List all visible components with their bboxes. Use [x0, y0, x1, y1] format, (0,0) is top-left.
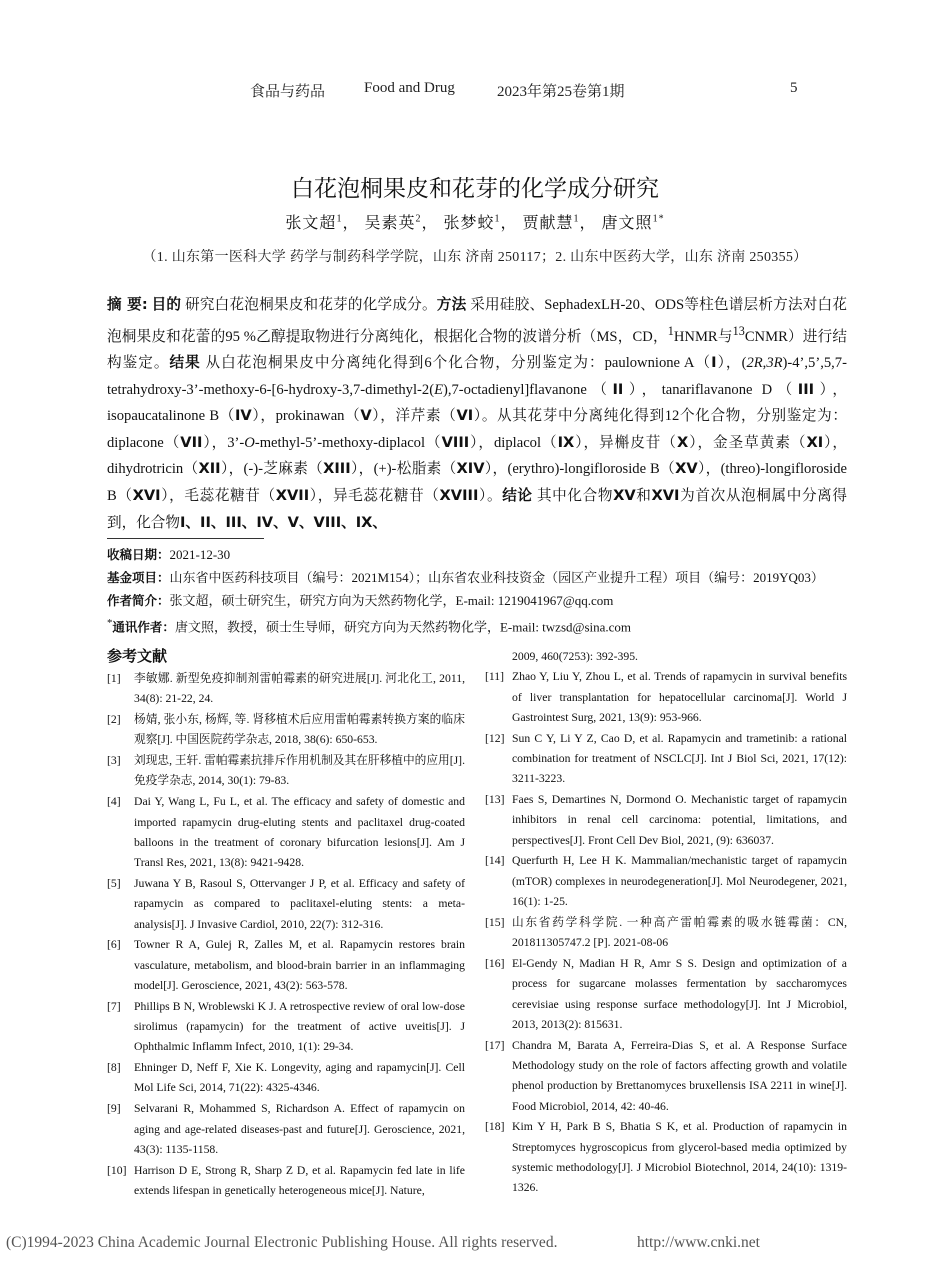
journal-name-cn: 食品与药品 [250, 84, 326, 100]
reference-text: El-Gendy N, Madian H R, Amr S S. Design and optimization of a process for sugarcane molasses fermentation by saccharomyces cerevisiae using response surface methodology[J]. Int J Microbiol, 2013, 2013(2): 815631. [512, 956, 847, 1031]
result-text: , [762, 355, 767, 372]
reference-text: Kim Y H, Park B S, Bhatia S K, et al. Production of rapamycin in Streptomyces hygroscopicus from glycerol-based media optimized by systemic methodology[J]. J Microbiol Biotechnol, 2014, 24(10): 1319-1326. [512, 1120, 847, 1195]
affiliation-mark: 1* [652, 213, 665, 225]
references-heading: 参考文献 [107, 647, 168, 665]
compound-number: XVI [651, 487, 680, 505]
compound-number: XIII [323, 460, 351, 478]
compound-number: II [612, 380, 624, 398]
conclusion-text: 其中化合物 [536, 488, 614, 505]
objective-text: 研究白花泡桐果皮和花芽的化学成分。 [185, 297, 437, 313]
result-text: ），tanariflavanone D（ [623, 381, 798, 398]
reference-text: Ehninger D, Neff F, Xie K. Longevity, aging and rapamycin[J]. Cell Mol Life Sci, 2014, 71(22): 4325-4346. [134, 1061, 465, 1095]
reference-text: Towner R A, Gulej R, Zalles M, et al. Rapamycin restores brain vasculature, metabolism, and blood-brain barrier in an inflammaging model[J]. Geroscience, 2021, 43(2): 563-578. [134, 938, 465, 992]
reference-text: 李敏娜. 新型免疫抑制剂雷帕霉素的研究进展[J]. 河北化工, 2011, 34(8): 21-22, 24. [134, 672, 465, 706]
affiliation-mark: 1 [494, 213, 501, 225]
reference-number: [3] [107, 754, 121, 768]
footnote-text: 唐文照，教授，硕士生导师，研究方向为天然药物化学，E-mail: twzsd@sina.com [174, 619, 632, 635]
references-left-column [107, 669, 465, 1201]
reference-item [107, 1058, 465, 1099]
reference-item [107, 1161, 465, 1202]
superscript: 13 [732, 323, 745, 338]
footnote-author-bio [107, 590, 867, 613]
reference-number: [5] [107, 876, 121, 890]
author-name: 张文超 [285, 215, 337, 232]
result-text: ），毛蕊花糖苷（ [160, 488, 276, 505]
reference-item [107, 792, 465, 873]
reference-text: Phillips B N, Wroblewski K J. A retrospective review of oral low-dose sirolimus (rapamycin) for the treatment of active uveitis[J]. J Ophthalmic Inflamm Infect, 2010, 1(1): 29-34. [134, 999, 465, 1054]
reference-item [485, 667, 847, 728]
reference-item [107, 710, 465, 751]
compound-number: III [797, 380, 815, 398]
footnote-received [107, 544, 867, 567]
compound-number: XIV [456, 460, 485, 478]
result-text: ），(erythro)-longifloroside B（ [484, 461, 676, 478]
superscript: 1 [667, 323, 674, 338]
method-text: 采用硅胶、SephadexLH-20、ODS等柱色谱层析方法对白花泡桐果皮和花蕾的95 %乙醇提取物进行分离纯化，根据化合物的波谱分析（MS，CD， [107, 297, 847, 345]
reference-text: Faes S, Demartines N, Dormond O. Mechanistic target of rapamycin inhibitors in renal cell carcinoma: potential, limitations, and perspectives[J]. Front Cell Dev Biol, 2021, (9): 636037. [512, 793, 847, 847]
reference-number: [8] [107, 1061, 121, 1075]
article-title: 白花泡桐果皮和花芽的化学成分研究 [291, 176, 659, 202]
reference-item [485, 1117, 847, 1198]
reference-number: [2] [107, 713, 121, 727]
reference-text: Dai Y, Wang L, Fu L, et al. The efficacy and safety of domestic and imported rapamycin drug-eluting stents and paclitaxel drug-coated balloons in the treatment of coronary bifurcation lesions[J]. Am J Transl Res, 2021, 13(8): 9421-9428. [134, 795, 465, 870]
reference-text: Zhao Y, Liu Y, Zhou L, et al. Trends of rapamycin in survival benefits of liver transplantation for hepatocellular carcinoma[J]. World J Gastrointest Surg, 2021, 13(9): 953-966. [512, 670, 847, 724]
reference-item [485, 954, 847, 1035]
reference-item [485, 790, 847, 851]
compound-number: X [676, 433, 689, 451]
result-text: ），prokinawan（ [251, 408, 361, 425]
result-text: 从白花泡桐果皮中分离纯化得到6个化合物，分别鉴定为：paulownione A（ [205, 355, 712, 372]
result-text: ），dihydrotricin（ [107, 434, 848, 478]
reference-item [107, 935, 465, 996]
footnote-mark: * [107, 617, 113, 630]
result-label: 结果 [169, 354, 201, 372]
reference-item [107, 874, 465, 935]
reference-text: Selvarani R, Mohammed S, Richardson A. Effect of rapamycin on aging and age-related diseases-past and future[J]. Geroscience, 2021, 43(3): 1135-1158. [134, 1102, 465, 1156]
reference-text: 山东省药学科学院. 一种高产雷帕霉素的吸水链霉菌：CN, 201811305747.2 [P]. 2021-08-06 [512, 915, 847, 950]
footnote-label: 收稿日期： [107, 547, 170, 562]
method-text: CNMR）进行结构鉴定。 [107, 328, 847, 372]
footnote-corresponding [107, 612, 867, 639]
compound-number: VIII [441, 433, 470, 451]
conclusion-label: 结论 [502, 487, 533, 505]
reference-text: Sun C Y, Li Y Z, Cao D, et al. Rapamycin and trametinib: a rational combination for treatment of NSCLC[J]. Int J Biol Sci, 2021, 17(12): 3211-3223. [512, 731, 847, 786]
website-link[interactable]: http://www.cnki.net [637, 1234, 760, 1251]
footnote-text: 张文超，硕士研究生，研究方向为天然药物化学，E-mail: 1219041967@qq.com [169, 592, 614, 608]
result-text: ),7-octadienyl]flavanone（ [442, 381, 613, 398]
result-text: ），( [716, 355, 747, 372]
compound-number: XII [198, 460, 221, 478]
reference-number: [4] [107, 795, 121, 809]
reference-number: [6] [107, 938, 121, 952]
footnote-label: 基金项目： [107, 569, 170, 585]
abstract [107, 292, 847, 536]
result-text: ）。 [478, 488, 503, 505]
result-text: ）。从其花芽中分离纯化得到12个化合物，分别鉴定为：diplacone（ [107, 408, 848, 451]
reference-text: 刘现忠, 王轩. 雷帕霉素抗排斥作用机制及其在肝移植中的应用[J]. 免疫学杂志, 2014, 30(1): 79-83. [134, 754, 465, 788]
reference-text: Querfurth H, Lee H K. Mammalian/mechanistic target of rapamycin (mTOR) complexes in neurodegeneration[J]. Mol Neurodegener, 2021, 16(1): 1-25. [512, 854, 847, 909]
reference-item [107, 997, 465, 1058]
copyright-notice: (C)1994-2023 China Academic Journal Electronic Publishing House. All rights reserved. [6, 1234, 558, 1251]
reference-text: Harrison D E, Strong R, Sharp Z D, et al. Rapamycin fed late in life extends lifespan in genetically heterogeneous mice[J]. Nature, [134, 1163, 465, 1197]
reference-item [485, 729, 847, 790]
reference-text: Juwana Y B, Rasoul S, Ottervanger J P, et al. Efficacy and safety of rapamycin as compared to paclitaxel-eluting stents: a meta-analysis[J]. J Invasive Cardiol, 2010, 22(7): 312-316. [134, 876, 465, 931]
result-text: ），isopaucatalinone B（ [107, 381, 847, 425]
stereo-descriptor: O [244, 434, 255, 451]
reference-text: 杨婧, 张小东, 杨辉, 等. 肾移植术后应用雷帕霉素转换方案的临床观察[J]. 中国医院药学杂志, 2018, 38(6): 650-653. [134, 713, 465, 747]
footnote-label: 作者简介： [107, 592, 170, 608]
compound-number: XI [806, 433, 824, 451]
objective-label: 目的 [151, 296, 182, 313]
reference-item [485, 851, 847, 912]
page-number: 5 [790, 80, 798, 96]
method-text: HNMR与 [673, 328, 733, 345]
footnote-rule [107, 538, 264, 539]
compound-number: V [360, 407, 372, 425]
references-right-column [485, 647, 847, 1199]
reference-item [485, 1036, 847, 1117]
stereo-descriptor: 2R [746, 355, 763, 372]
compound-number: XVI [132, 487, 161, 505]
compound-number: XV [675, 460, 698, 478]
reference-item [485, 913, 847, 954]
compound-number: XV [613, 487, 636, 505]
page-footer [0, 1234, 950, 1256]
compound-number: I [711, 354, 717, 372]
stereo-descriptor: E [434, 381, 443, 398]
compound-number: XVIII [439, 487, 479, 505]
author-name: 唐文照 [601, 215, 653, 232]
affiliations: （1. 山东第一医科大学 药学与制药科学学院，山东 济南 250117；2. 山东中医药大学，山东 济南 250355） [142, 250, 808, 265]
compound-number: VI [456, 407, 474, 425]
footnotes [107, 544, 867, 640]
result-text: ），3’- [202, 434, 245, 451]
reference-number: [10] [107, 1163, 127, 1177]
reference-text: Chandra M, Barata A, Ferreira-Dias S, et al. A Response Surface Methodology study on the role of factors affecting growth and volatile phenol production by Brettanomyces bruxellensis ISA 2211 in wine[J]. Food Microbiol, 2014, 42: 40-46. [512, 1038, 847, 1113]
reference-number: [12] [485, 731, 505, 745]
footnote-text: 2021-12-30 [169, 547, 231, 562]
conclusion-text: 为首次从泡桐属中分离得到，化合物 [107, 488, 848, 531]
reference-number: [18] [485, 1120, 505, 1134]
author-name: 吴素英 [364, 215, 416, 232]
issue-info: 2023年第25卷第1期 [497, 84, 625, 100]
reference-number: [7] [107, 999, 121, 1013]
affiliation-mark: 1 [573, 213, 580, 225]
compound-number: IV [235, 407, 252, 425]
author-name: 张梦蛟 [443, 215, 495, 232]
reference-item [107, 1099, 465, 1160]
result-text: ），(-)-芝麻素（ [220, 461, 324, 478]
affiliation-mark: 1 [336, 213, 343, 225]
compound-number: I、II、III、IV、V、VIII、IX、 [179, 513, 388, 531]
reference-item [107, 751, 465, 792]
method-label: 方法 [436, 296, 467, 313]
result-text: )-4’,5’,5,7-tetrahydroxy-3’-methoxy-6-[6-hydroxy-3,7-dimethyl-2( [107, 355, 847, 398]
result-text: ），diplacol（ [469, 434, 558, 451]
result-text: ），异槲皮苷（ [574, 434, 677, 451]
reference-item [107, 669, 465, 710]
reference-number: [1] [107, 672, 121, 685]
reference-number: [9] [107, 1102, 121, 1116]
reference-number: [13] [485, 793, 505, 807]
result-text: ），金圣草黄素（ [688, 434, 807, 451]
compound-number: IX [557, 433, 575, 451]
result-text: ），(threo)-longifloroside B（ [107, 461, 848, 505]
conclusion-text: 和 [635, 488, 652, 505]
running-header [0, 80, 950, 104]
author-list: 张文超$^1$， 吴素英$^2$， 张梦蛟$^1$， 贾献慧$^1$， 唐文照$^{1*}$ [285, 213, 665, 232]
author-name: 贾献慧 [522, 215, 574, 232]
footnote-text: 山东省中医药科技项目（编号：2021M154）；山东省农业科技资金（园区产业提升工程）项目（编号：2019YQ03） [169, 569, 824, 585]
result-text: ），洋芹素（ [371, 408, 457, 425]
affiliation-mark: 2 [415, 213, 422, 225]
reference-number: [16] [485, 956, 505, 970]
journal-name-en: Food and Drug [364, 80, 455, 96]
reference-number: [15] [485, 915, 505, 929]
compound-number: XVII [275, 487, 310, 505]
result-text: -methyl-5’-methoxy-diplacol（ [254, 434, 442, 451]
reference-continuation: 2009, 460(7253): 392-395. [512, 650, 638, 663]
stereo-descriptor: 3R [766, 355, 783, 372]
footnote-label: 通讯作者： [112, 619, 175, 635]
abstract-label: 摘 要: [107, 296, 148, 313]
compound-number: VII [180, 433, 203, 451]
result-text: ），(+)-松脂素（ [350, 461, 457, 478]
footnote-funding [107, 567, 867, 590]
reference-number: [17] [485, 1038, 505, 1052]
reference-number: [14] [485, 854, 505, 868]
reference-number: [11] [485, 670, 505, 684]
result-text: ），异毛蕊花糖苷（ [309, 488, 440, 505]
